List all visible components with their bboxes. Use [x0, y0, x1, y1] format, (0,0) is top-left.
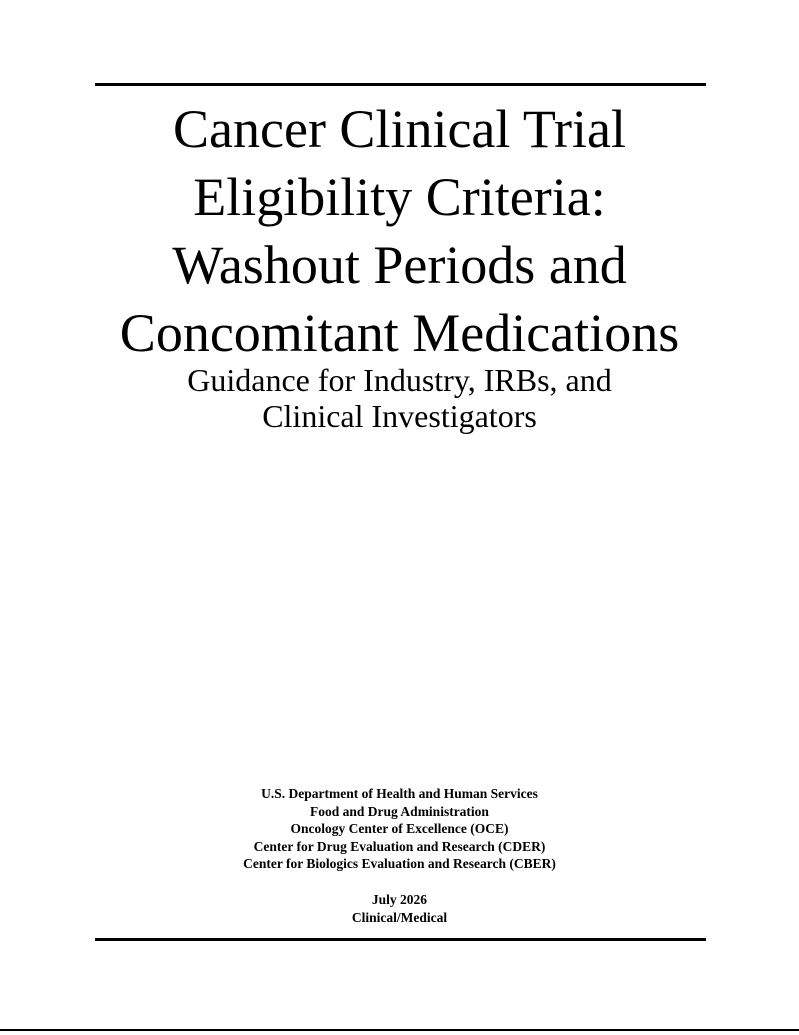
publication-info — [0, 891, 799, 926]
page-bottom-edge — [0, 1029, 799, 1031]
top-horizontal-rule — [95, 83, 706, 86]
subtitle-line: Clinical Investigators — [262, 398, 537, 434]
subtitle-line: Guidance for Industry, IRBs, and — [187, 362, 612, 398]
bottom-horizontal-rule — [95, 938, 706, 941]
document-subtitle — [0, 362, 799, 434]
title-line: Concomitant Medications — [119, 303, 680, 363]
document-title — [0, 95, 799, 367]
agency-hhs: U.S. Department of Health and Human Services — [261, 786, 538, 801]
agency-list — [0, 785, 799, 873]
title-line: Washout Periods and — [172, 235, 627, 295]
agency-oce: Oncology Center of Excellence (OCE) — [290, 821, 509, 836]
publication-date: July 2026 — [371, 892, 428, 907]
agency-cder: Center for Drug Evaluation and Research (CDER) — [253, 838, 546, 854]
title-line: Cancer Clinical Trial — [173, 99, 626, 159]
agency-cber: Center for Biologics Evaluation and Research (CBER) — [243, 856, 556, 871]
document-category: Clinical/Medical — [351, 909, 448, 925]
agency-fda: Food and Drug Administration — [310, 803, 489, 819]
title-line: Eligibility Criteria: — [193, 167, 606, 227]
